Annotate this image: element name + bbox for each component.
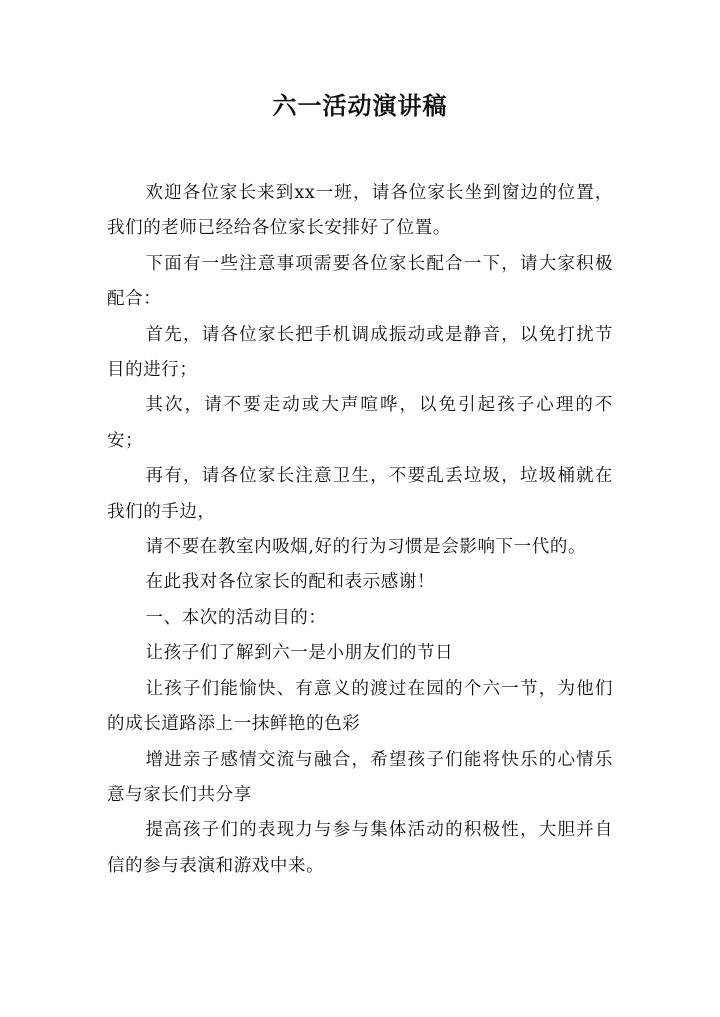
document-body xyxy=(107,176,613,884)
section-heading-goals: 一、本次的活动目的： xyxy=(145,607,327,628)
paragraph-goal-4: 提高孩子们的表现力与参与集体活动的积极性，大胆并自信的参与表演和游戏中来。 xyxy=(107,820,613,876)
paragraph-goal-1: 让孩子们了解到六一是小朋友们的节日 xyxy=(145,643,454,664)
paragraph-goal-2: 让孩子们能愉快、有意义的渡过在园的个六一节，为他们的成长道路添上一抹鲜艳的色彩 xyxy=(107,678,613,735)
paragraph-second-quiet: 其次，请不要走动或大声喧哗，以免引起孩子心理的不安； xyxy=(107,395,613,451)
paragraph-first-phones: 首先，请各位家长把手机调成振动或是静音，以免打扰节目的进行； xyxy=(107,324,613,381)
paragraph-goal-3: 增进亲子感情交流与融合，希望孩子们能将快乐的心情乐意与家长们共分享 xyxy=(107,749,613,805)
paragraph-welcome: 欢迎各位家长来到xx一班，请各位家长坐到窗边的位置，我们的老师已经给各位家长安排好了位置。 xyxy=(107,183,613,239)
paragraph-no-smoking: 请不要在教室内吸烟,好的行为习惯是会影响下一代的。 xyxy=(145,537,587,558)
paragraph-notice-intro: 下面有一些注意事项需要各位家长配合一下，请大家积极配合： xyxy=(107,253,613,310)
paragraph-third-hygiene: 再有，请各位家长注意卫生，不要乱丢垃圾，垃圾桶就在我们的手边， xyxy=(107,466,613,522)
paragraph-thanks: 在此我对各位家长的配和表示感谢！ xyxy=(145,572,436,593)
document-title: 六一活动演讲稿 xyxy=(272,92,448,120)
